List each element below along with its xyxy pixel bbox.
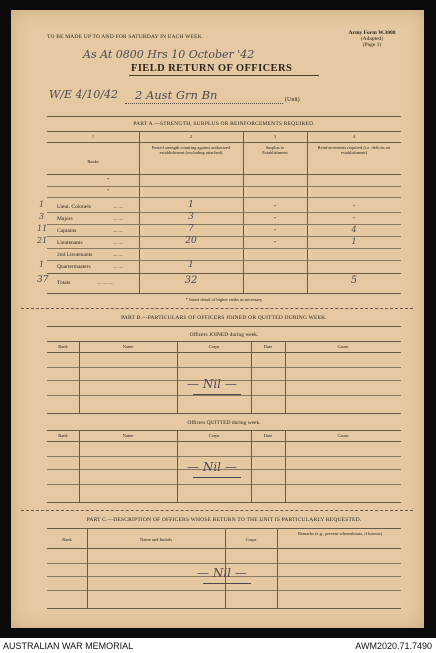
- archive-footer: [0, 638, 436, 653]
- part-a-heading: PART A.—STRENGTH, SURPLUS OR REINFORCEMENTS REQUIRED.: [133, 121, 315, 127]
- totals-posted: 32: [184, 275, 198, 286]
- surplus-value: -: [273, 225, 277, 234]
- quitted-nil-entry: — Nil —: [187, 460, 237, 474]
- joined-nil-entry: — Nil —: [187, 377, 237, 391]
- rank-label: Lieut. Colonels: [57, 204, 91, 210]
- footer-institution: AUSTRALIAN WAR MEMORIAL: [3, 641, 134, 651]
- row-leader: — —: [113, 240, 124, 245]
- reinforcement-value: 4: [351, 225, 357, 234]
- col-corps: Corps: [245, 537, 257, 542]
- surplus-value: -: [273, 201, 277, 210]
- part-a-footnote: * Insert detail of higher ranks as necessary: [185, 297, 263, 302]
- col-divider: [177, 430, 178, 502]
- margin-count: 3: [39, 212, 45, 221]
- rank-label: Captains: [57, 228, 77, 234]
- part-c-nil-entry: — Nil —: [197, 566, 247, 580]
- col-cause: Cause: [337, 433, 349, 438]
- margin-count: 1: [39, 200, 45, 209]
- rule: [47, 548, 401, 549]
- col-corps: Corps: [208, 344, 220, 349]
- rank-rows: [37, 200, 401, 273]
- rule: [47, 413, 401, 414]
- rank-label: Majors: [57, 216, 73, 222]
- col-divider: [251, 341, 252, 413]
- posted-value: 1: [188, 200, 194, 210]
- rule: [47, 273, 401, 274]
- col-corps: Corps: [208, 433, 220, 438]
- part-b-heading: PART B.—PARTICULARS OF OFFICERS JOINED OR QUITTED DURING WEEK.: [121, 315, 327, 321]
- margin-count: 1: [39, 260, 45, 269]
- posted-value: 20: [185, 236, 197, 246]
- asterisk: *: [107, 177, 110, 182]
- rule: [47, 441, 401, 442]
- row-leader: — —: [113, 204, 124, 209]
- row-line: [47, 367, 401, 368]
- nil-underline: [193, 477, 241, 478]
- totals-label: Totals: [57, 280, 71, 286]
- rule: [47, 502, 401, 503]
- joined-nil-text: Nil: [202, 377, 222, 391]
- reinforcement-value: -: [352, 213, 356, 222]
- joined-table: [47, 341, 401, 413]
- table-row: [39, 260, 401, 273]
- rule: [47, 352, 401, 353]
- col-divider: [251, 430, 252, 502]
- rank-label: 2nd Lieutenants: [57, 252, 93, 258]
- row-leader: — — —: [97, 280, 113, 285]
- col-name: Name: [122, 433, 134, 438]
- col-number-2: 2: [189, 134, 193, 139]
- rule: [47, 326, 401, 327]
- col-rank: Rank: [58, 344, 68, 349]
- rule: [47, 116, 401, 117]
- quitted-table: [47, 430, 401, 502]
- row-line: [47, 590, 401, 591]
- reinforcement-value: 1: [351, 237, 357, 246]
- rank-label: Quartermasters: [57, 264, 91, 270]
- totals-row: [37, 275, 401, 291]
- part-c-nil-text: Nil: [212, 566, 232, 580]
- col-date: Date: [263, 344, 273, 349]
- col-name: Name: [122, 344, 134, 349]
- posted-value: 7: [188, 224, 194, 234]
- tear-line: [21, 308, 413, 309]
- surplus-value: -: [273, 213, 277, 222]
- posted-value: 3: [188, 212, 194, 222]
- title-underline: [129, 75, 319, 76]
- row-line: [47, 197, 401, 198]
- instruction-text: TO BE MADE UP TO AND FOR SATURDAY IN EACH WEEK.: [47, 34, 204, 40]
- col-header-surplus: Surplus to Establishment: [262, 145, 288, 155]
- col-number-4: 4: [352, 134, 356, 139]
- col-divider: [285, 341, 286, 413]
- form-page: (Page 1): [362, 42, 382, 48]
- row-leader: — —: [113, 216, 124, 221]
- col-divider: [87, 528, 88, 608]
- nil-underline: [193, 394, 241, 395]
- handwritten-reference: W/E 4/10/42: [49, 88, 118, 101]
- row-line: [47, 395, 401, 396]
- rank-label: Lieutenants: [57, 240, 83, 246]
- rule: [47, 608, 401, 609]
- row-line: [47, 484, 401, 485]
- form-title: FIELD RETURN OF OFFICERS: [131, 63, 293, 74]
- unit-label: (Unit): [285, 97, 300, 103]
- rule: [47, 293, 401, 294]
- document-page: [11, 10, 424, 628]
- col-divider: [277, 528, 278, 608]
- totals-reinforcements: 5: [350, 275, 358, 286]
- col-cause: Cause: [337, 344, 349, 349]
- row-leader: — —: [113, 252, 124, 257]
- col-date: Date: [263, 433, 273, 438]
- row-line: [47, 563, 401, 564]
- asterisk: *: [107, 188, 110, 193]
- margin-count: 11: [37, 224, 48, 233]
- footer-accession-number: AWM2020.71.7490: [355, 641, 432, 651]
- row-leader: — —: [113, 264, 124, 269]
- col-rank: Rank: [62, 537, 72, 542]
- col-divider: [79, 341, 80, 413]
- reinforcement-value: -: [352, 201, 356, 210]
- handwritten-unit: 2 Aust Grn Bn: [135, 88, 218, 102]
- col-name-initials: Name and Initials: [140, 537, 172, 542]
- col-rank: Rank: [58, 433, 68, 438]
- part-a-table: [37, 131, 401, 294]
- form-adapted: (Adapted): [360, 36, 384, 42]
- row-leader: — —: [113, 228, 124, 233]
- margin-count: 21: [37, 236, 48, 245]
- col-divider: [285, 430, 286, 502]
- form-name: Army Form W.3008: [348, 30, 396, 36]
- posted-value: 1: [188, 260, 194, 270]
- col-header-ranks: Ranks: [87, 159, 99, 164]
- col-remarks: Remarks (e.g., present whereabouts, if known): [297, 531, 383, 536]
- nil-underline: [203, 583, 251, 584]
- row-line: [47, 456, 401, 457]
- part-c-heading: PART C.—DESCRIPTION OF OFFICERS WHOSE RETURN TO THE UNIT IS PARTICULARLY REQUESTED.: [86, 517, 362, 523]
- col-number-3: 3: [273, 134, 277, 139]
- handwritten-date: As At 0800 Hrs 10 October '42: [83, 48, 255, 61]
- joined-title: Officers JOINED during week.: [189, 332, 259, 338]
- form-identifier: [336, 30, 408, 48]
- quitted-title: Officers QUITTED during week.: [187, 420, 261, 426]
- rule: [47, 174, 401, 175]
- rule: [47, 142, 401, 143]
- part-c-table: [47, 528, 401, 608]
- row-line: [47, 186, 401, 187]
- quitted-nil-text: Nil: [202, 460, 222, 474]
- tear-line: [21, 510, 413, 511]
- unit-dotted-line: [125, 103, 283, 104]
- totals-margin-count: 37: [37, 275, 49, 285]
- surplus-value: -: [273, 237, 277, 246]
- col-header-reinforcements: Reinforcements required (i.e. deficits on establishment): [317, 145, 391, 155]
- col-header-posted: Posted strength counting against authorized establishment (excluding attached): [151, 145, 231, 155]
- col-number-1: 1: [91, 134, 95, 139]
- col-divider: [177, 341, 178, 413]
- col-divider: [79, 430, 80, 502]
